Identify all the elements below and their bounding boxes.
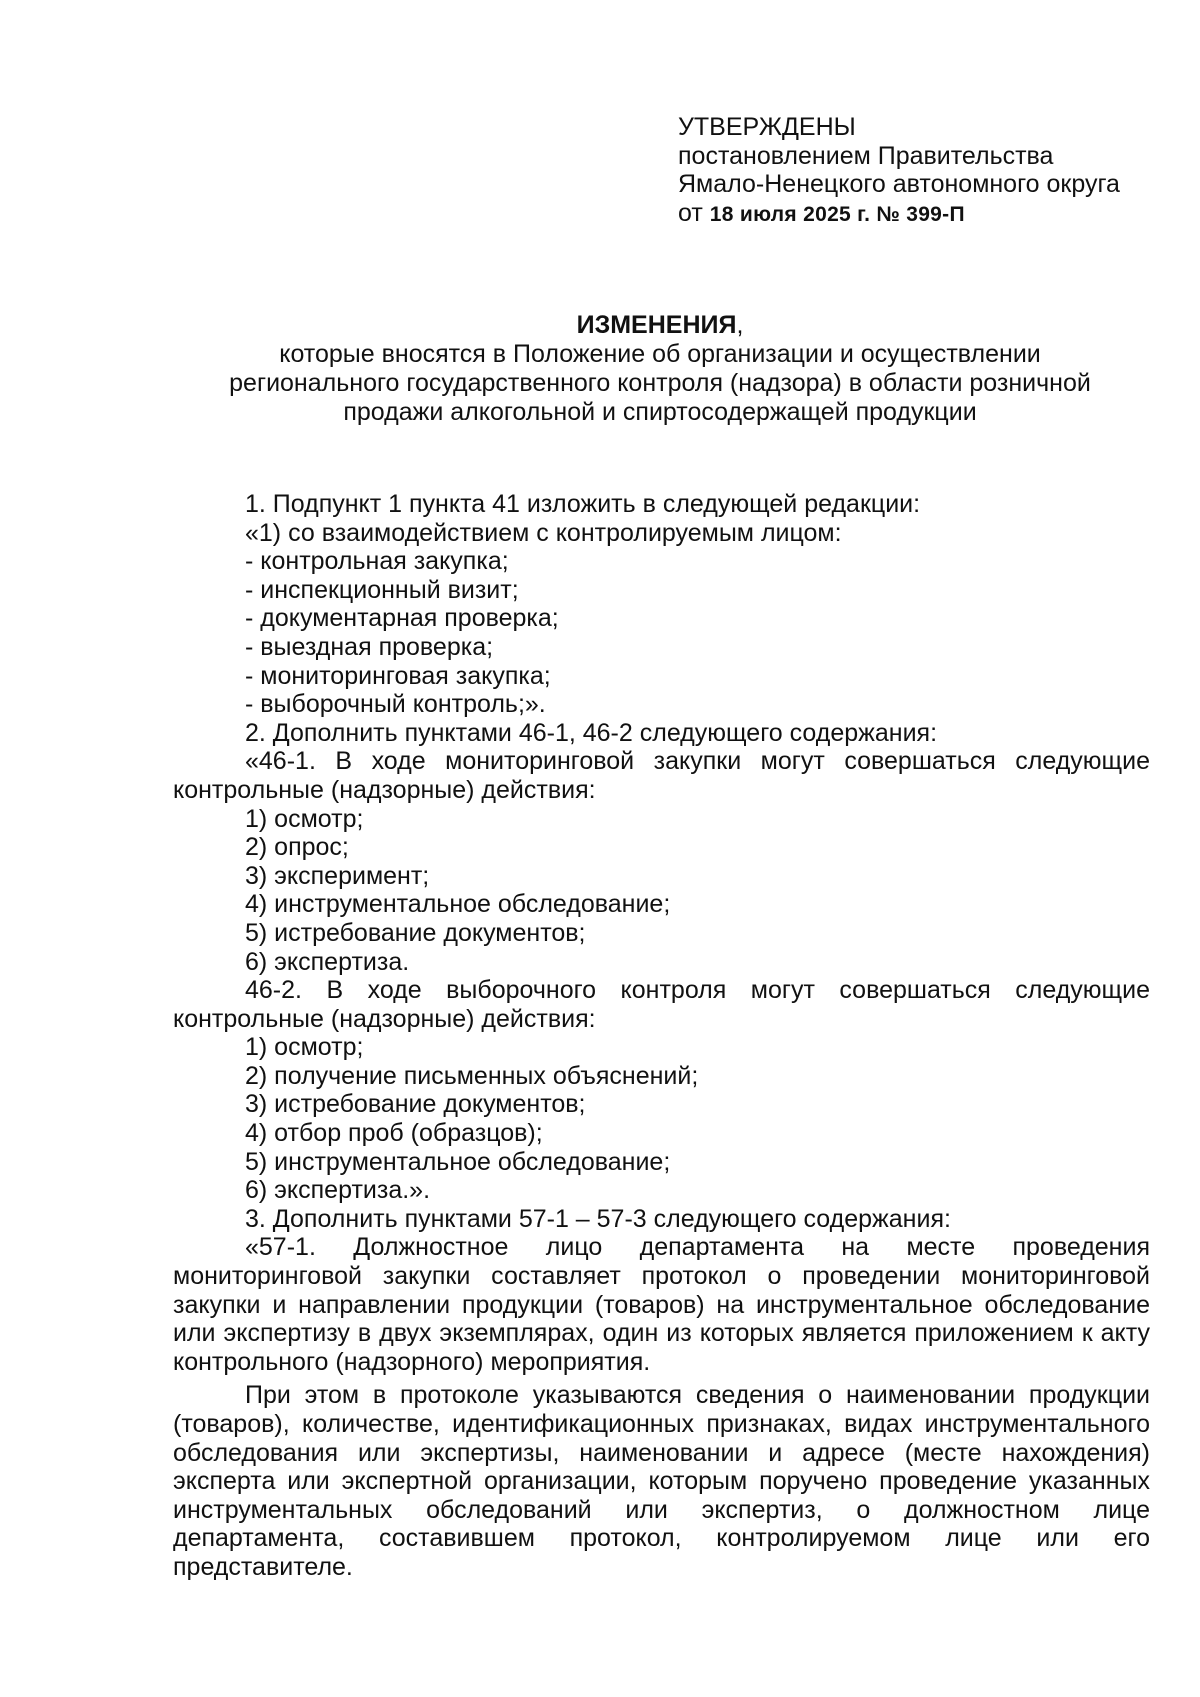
paragraph: «57-1. Должностное лицо департамента на месте проведения мониторинговой закупки составляет протокол о проведении мониторинговой закупки и направлении продукции (товаров) на инструментальное обследование или экспертизу в двух экземплярах, один из которых является приложением к акту контрольного (надзорного) мероприятия. — [173, 1233, 1150, 1376]
paragraph: 46-2. В ходе выборочного контроля могут совершаться следующие контрольные (надзорные) действия: — [173, 976, 1150, 1033]
title-heading: ИЗМЕНЕНИЯ — [576, 311, 737, 339]
approval-date-line — [678, 199, 1158, 230]
list-item: 1) осмотр; — [245, 1033, 364, 1062]
document-title — [160, 311, 1160, 427]
paragraph: «1) со взаимодействием с контролируемым лицом: — [245, 518, 842, 547]
title-subtitle-line-3: продажи алкогольной и спиртосодержащей продукции — [343, 398, 977, 426]
list-item: 5) инструментальное обследование; — [245, 1147, 671, 1176]
list-item: 2) опрос; — [245, 833, 349, 862]
approval-line-1: постановлением Правительства — [678, 141, 1054, 170]
title-subtitle-line-1: которые вносятся в Положение об организации и осуществлении — [279, 340, 1041, 368]
list-item: - контрольная закупка; — [245, 547, 509, 576]
list-item: - инспекционный визит; — [245, 575, 519, 604]
list-item: 3) истребование документов; — [245, 1090, 586, 1119]
approval-block — [678, 113, 1158, 229]
list-item: - мониторинговая закупка; — [245, 661, 551, 690]
approval-stamp: УТВЕРЖДЕНЫ — [678, 113, 856, 141]
approval-line-2: Ямало-Ненецкого автономного округа — [678, 170, 1120, 198]
list-item: 1) осмотр; — [245, 804, 364, 833]
title-heading-line — [160, 311, 1160, 340]
list-item: 4) отбор проб (образцов); — [245, 1119, 543, 1148]
approval-date-prefix: от — [678, 198, 710, 227]
title-subtitle-line-2: регионального государственного контроля (надзора) в области розничной — [229, 369, 1091, 397]
list-item: - документарная проверка; — [245, 604, 559, 633]
title-heading-suffix: , — [736, 311, 744, 339]
list-item: 6) экспертиза.». — [245, 1176, 431, 1205]
paragraph: 2. Дополнить пунктами 46-1, 46-2 следующего содержания: — [245, 718, 938, 747]
paragraph: «46-1. В ходе мониторинговой закупки могут совершаться следующие контрольные (надзорные) действия: — [173, 747, 1150, 804]
paragraph: При этом в протоколе указываются сведения о наименовании продукции (товаров), количестве, идентификационных признаках, видах инструментального обследования или экспертизы, наименовании и адресе (месте нахождения) эксперта или экспертной организации, которым поручено проведение указанных инструментальных обследований или экспертиз, о должностном лице департамента, составившем протокол, контролируемом лице или его представителе. — [173, 1381, 1150, 1581]
approval-registration: 18 июля 2025 г. № 399-П — [709, 202, 965, 226]
list-item: 5) истребование документов; — [245, 918, 586, 947]
paragraph: 1. Подпункт 1 пункта 41 изложить в следующей редакции: — [245, 490, 921, 518]
list-item: 3) эксперимент; — [245, 861, 430, 890]
list-item: 2) получение письменных объяснений; — [245, 1061, 699, 1090]
list-item: - выездная проверка; — [245, 632, 494, 661]
document-body — [173, 490, 1150, 1582]
paragraph: 3. Дополнить пунктами 57-1 – 57-3 следующего содержания: — [245, 1204, 951, 1233]
list-item: - выборочный контроль;». — [245, 690, 546, 719]
list-item: 4) инструментальное обследование; — [245, 890, 671, 919]
list-item: 6) экспертиза. — [245, 947, 410, 976]
